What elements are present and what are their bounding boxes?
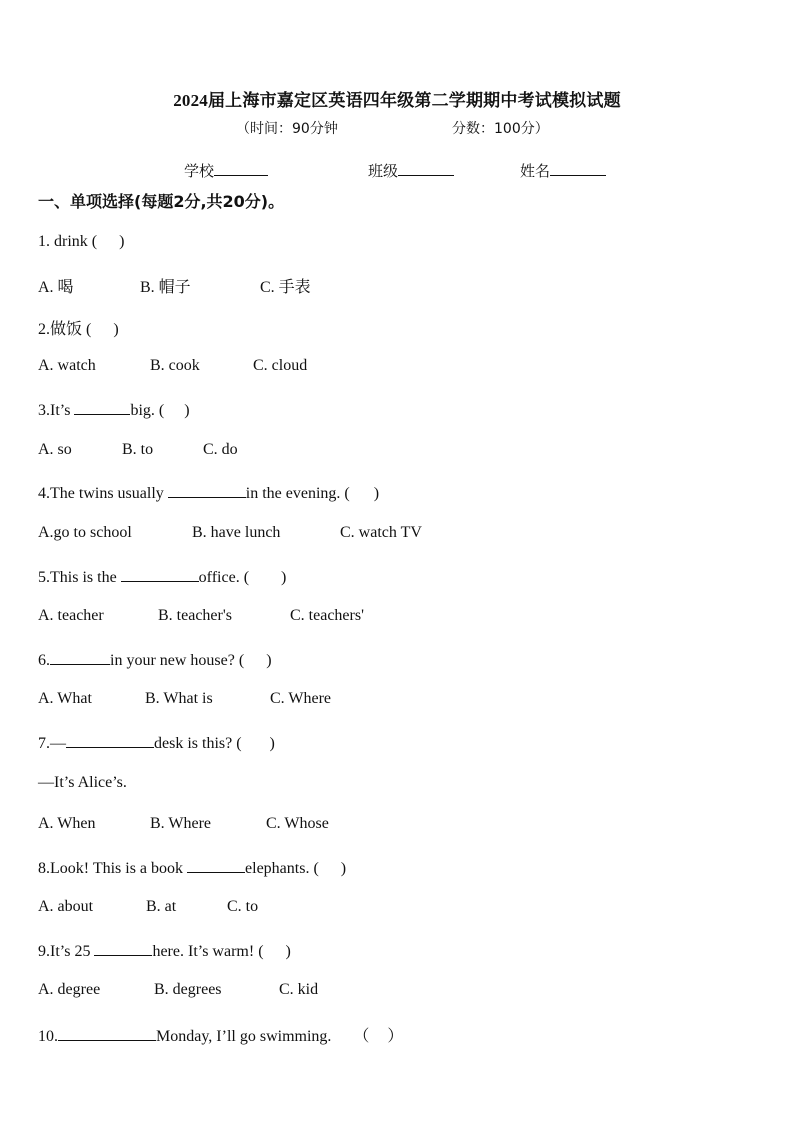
answer-blank[interactable] [50, 649, 110, 665]
option-a[interactable]: A. What [38, 690, 92, 707]
question-stem: 7.— [38, 735, 66, 752]
question-stem: 8.Look! This is a book [38, 860, 184, 877]
question-5 [38, 566, 286, 587]
option-a[interactable]: A.go to school [38, 524, 132, 541]
question-text: in your new house? ( [110, 652, 245, 669]
question-text: big. ( [130, 402, 165, 419]
question-text: desk is this? ( [154, 735, 242, 752]
question-text: in the evening. ( [245, 485, 350, 502]
class-blank[interactable] [398, 161, 454, 176]
question-text: office. ( [198, 569, 250, 586]
question-stem: 5.This is the [38, 569, 117, 586]
option-a[interactable]: A. When [38, 815, 96, 832]
option-b[interactable]: B. to [122, 441, 154, 458]
question-stem: 3.It’s [38, 402, 71, 419]
option-c[interactable]: C. teachers' [290, 607, 364, 624]
question-10 [38, 1023, 403, 1046]
option-a[interactable]: A. degree [38, 981, 101, 998]
exam-title: 2024届上海市嘉定区英语四年级第二学期期中考试模拟试题 [173, 91, 621, 110]
option-c[interactable]: C. Whose [266, 815, 329, 832]
option-a[interactable]: A. 喝 [38, 279, 74, 296]
name-label: 姓名 [520, 164, 551, 180]
question-paren: ) [119, 233, 125, 250]
option-b[interactable]: B. Where [150, 815, 212, 832]
question-2 [38, 316, 119, 339]
class-label: 班级 [368, 164, 399, 180]
option-b[interactable]: B. at [146, 898, 177, 915]
question-paren: ) [269, 735, 275, 752]
name-blank[interactable] [550, 161, 606, 176]
question-stem: 4.The twins usually [38, 485, 164, 502]
option-b[interactable]: B. What is [145, 690, 213, 707]
question-3 [38, 399, 190, 420]
question-stem: 2.做饭 ( [38, 321, 92, 338]
question-paren: ) [285, 943, 291, 960]
question-paren: ) [340, 860, 347, 877]
name-field [520, 160, 606, 181]
option-c[interactable]: C. watch TV [340, 524, 422, 541]
option-a[interactable]: A. teacher [38, 607, 104, 624]
answer-blank[interactable] [168, 482, 246, 498]
question-1 [38, 233, 124, 251]
option-c[interactable]: C. Where [270, 690, 332, 707]
question-stem: 1. drink ( [38, 233, 98, 250]
option-c[interactable]: C. kid [279, 981, 319, 998]
question-7-reply: —It’s Alice’s. [38, 774, 127, 791]
option-b[interactable]: B. degrees [154, 981, 222, 998]
school-label: 学校 [184, 164, 215, 180]
option-c[interactable]: C. 手表 [260, 279, 311, 296]
option-c[interactable]: C. do [203, 441, 238, 458]
section-title: 一、单项选择(每题2分,共20分)。 [38, 192, 285, 211]
answer-blank[interactable] [66, 732, 154, 748]
question-paren-open: （ [353, 1028, 370, 1045]
answer-blank[interactable] [94, 940, 152, 956]
question-paren-close: ） [387, 1028, 404, 1045]
question-paren: ) [113, 321, 119, 338]
option-a[interactable]: A. watch [38, 357, 96, 374]
answer-blank[interactable] [121, 566, 199, 582]
question-text: here. It’s warm! ( [152, 943, 264, 960]
exam-time: （时间：90分钟 [236, 121, 338, 137]
question-paren: ) [184, 402, 190, 419]
answer-blank[interactable] [187, 857, 245, 873]
answer-blank[interactable] [58, 1025, 156, 1041]
option-c[interactable]: C. to [227, 898, 259, 915]
question-paren: ) [281, 569, 287, 586]
option-b[interactable]: B. teacher's [158, 607, 232, 624]
option-a[interactable]: A. so [38, 441, 72, 458]
question-text: Monday, I’ll go swimming. [156, 1028, 332, 1045]
option-c[interactable]: C. cloud [253, 357, 308, 374]
option-b[interactable]: B. have lunch [192, 524, 281, 541]
question-4 [38, 482, 379, 503]
question-9 [38, 940, 291, 961]
question-6 [38, 649, 272, 670]
school-field [184, 160, 268, 181]
class-field [368, 160, 454, 181]
question-8 [38, 857, 346, 878]
question-stem: 6. [38, 652, 50, 669]
question-paren: ) [373, 485, 380, 502]
question-paren: ) [266, 652, 272, 669]
option-a[interactable]: A. about [38, 898, 94, 915]
question-stem: 10. [38, 1028, 58, 1045]
option-b[interactable]: B. cook [150, 357, 200, 374]
question-7 [38, 732, 275, 753]
question-stem: 9.It’s 25 [38, 943, 91, 960]
option-b[interactable]: B. 帽子 [140, 279, 191, 296]
exam-score: 分数：100分） [452, 121, 549, 137]
school-blank[interactable] [214, 161, 268, 176]
answer-blank[interactable] [74, 399, 130, 415]
question-text: elephants. ( [245, 860, 319, 877]
